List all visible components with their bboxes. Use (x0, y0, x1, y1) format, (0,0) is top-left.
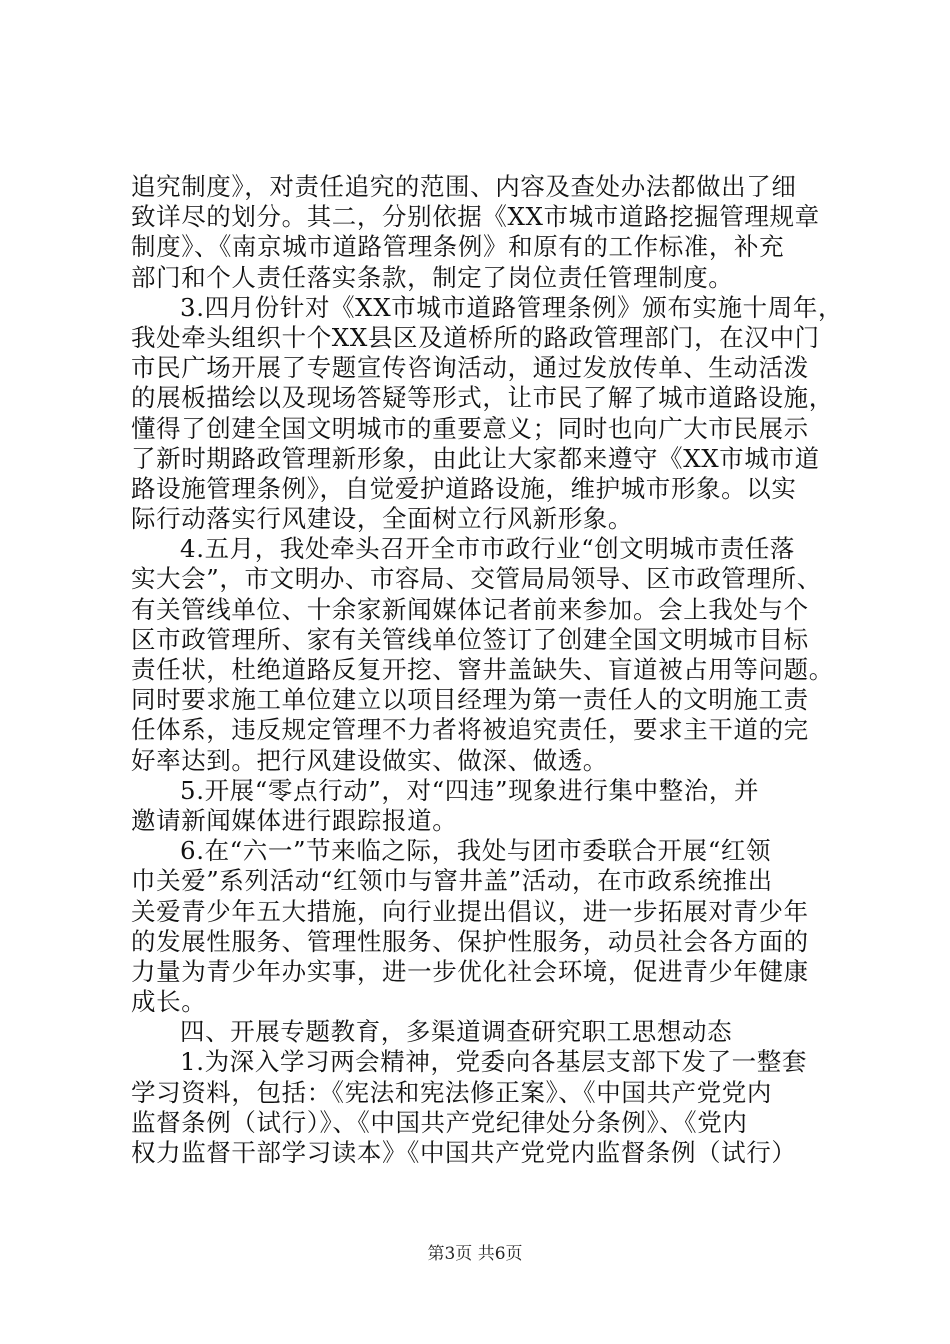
text-line: 有关管线单位、十余家新闻媒体记者前来参加。会上我处与个 (131, 594, 809, 624)
text-line: 权力监督干部学习读本》《中国共产党党内监督条例（试行） (131, 1138, 797, 1167)
text-line: 制度》、《南京城市道路管理条例》和原有的工作标准，补充 (131, 232, 785, 262)
text-line: 任体系，违反规定管理不力者将被追究责任，要求主干道的完 (131, 715, 809, 745)
text-line: 的展板描绘以及现场答疑等形式，让市民了解了城市道路设施， (131, 383, 834, 413)
text-line: 5.开展“零点行动”，对“四违”现象进行集中整治，并 (180, 775, 760, 805)
text-line: 1.为深入学习两会精神，党委向各基层支部下发了一整套 (180, 1047, 807, 1077)
text-line: 路设施管理条例》，自觉爱护道路设施，维护城市形象。以实 (131, 473, 797, 503)
text-line: 市民广场开展了专题宣传咨询活动，通过发放传单、生动活泼 (131, 353, 809, 383)
text-line: 成长。 (131, 987, 207, 1017)
document-body (131, 172, 844, 1168)
text-line: 实大会”，市文明办、市容局、交管局局领导、区市政管理所、 (131, 564, 822, 594)
text-line: 3.四月份针对《XX市城市道路管理条例》颁布实施十周年， (180, 292, 844, 322)
text-line: 监督条例（试行）》、《中国共产党纪律处分条例》、《党内 (131, 1107, 748, 1137)
text-line: 的发展性服务、管理性服务、保护性服务，动员社会各方面的 (131, 926, 809, 956)
text-line: 了新时期路政管理新形象，由此让大家都来遵守《XX市城市道 (131, 443, 820, 473)
text-line: 责任状，杜绝道路反复开挖、窨井盖缺失、盲道被占用等问题。 (131, 655, 834, 684)
text-line: 好率达到。把行风建设做实、做深、做透。 (131, 745, 608, 775)
text-line: 力量为青少年办实事，进一步优化社会环境，促进青少年健康 (131, 956, 809, 986)
text-line: 区市政管理所、家有关管线单位签订了创建全国文明城市目标 (131, 624, 809, 654)
text-line: 四、开展专题教育，多渠道调查研究职工思想动态 (180, 1017, 733, 1047)
text-line: 部门和个人责任落实条款，制定了岗位责任管理制度。 (131, 262, 734, 292)
text-line: 际行动落实行风建设，全面树立行风新形象。 (131, 504, 633, 534)
text-line: 我处牵头组织十个XX县区及道桥所的路政管理部门，在汉中门 (131, 322, 820, 352)
text-line: 学习资料，包括：《宪法和宪法修正案》、《中国共产党党内 (131, 1077, 772, 1107)
text-line: 懂得了创建全国文明城市的重要意义；同时也向广大市民展示 (131, 413, 809, 443)
text-line: 巾关爱”系列活动“红领巾与窨井盖”活动，在市政系统推出 (131, 866, 773, 896)
text-line: 6.在“六一”节来临之际，我处与团市委联合开展“红领 (180, 836, 772, 866)
text-line: 邀请新闻媒体进行跟踪报道。 (131, 805, 458, 835)
text-line: 追究制度》，对责任追究的范围、内容及查处办法都做出了细 (131, 172, 797, 201)
text-line: 4.五月，我处牵头召开全市市政行业“创文明城市责任落 (180, 534, 795, 564)
text-line: 致详尽的划分。其二，分别依据《XX市城市道路挖掘管理规章 (131, 202, 820, 232)
text-line: 同时要求施工单位建立以项目经理为第一责任人的文明施工责 (131, 685, 809, 715)
text-line: 关爱青少年五大措施，向行业提出倡议，进一步拓展对青少年 (131, 896, 809, 926)
page-footer: 第3页 共6页 (427, 1244, 523, 1264)
